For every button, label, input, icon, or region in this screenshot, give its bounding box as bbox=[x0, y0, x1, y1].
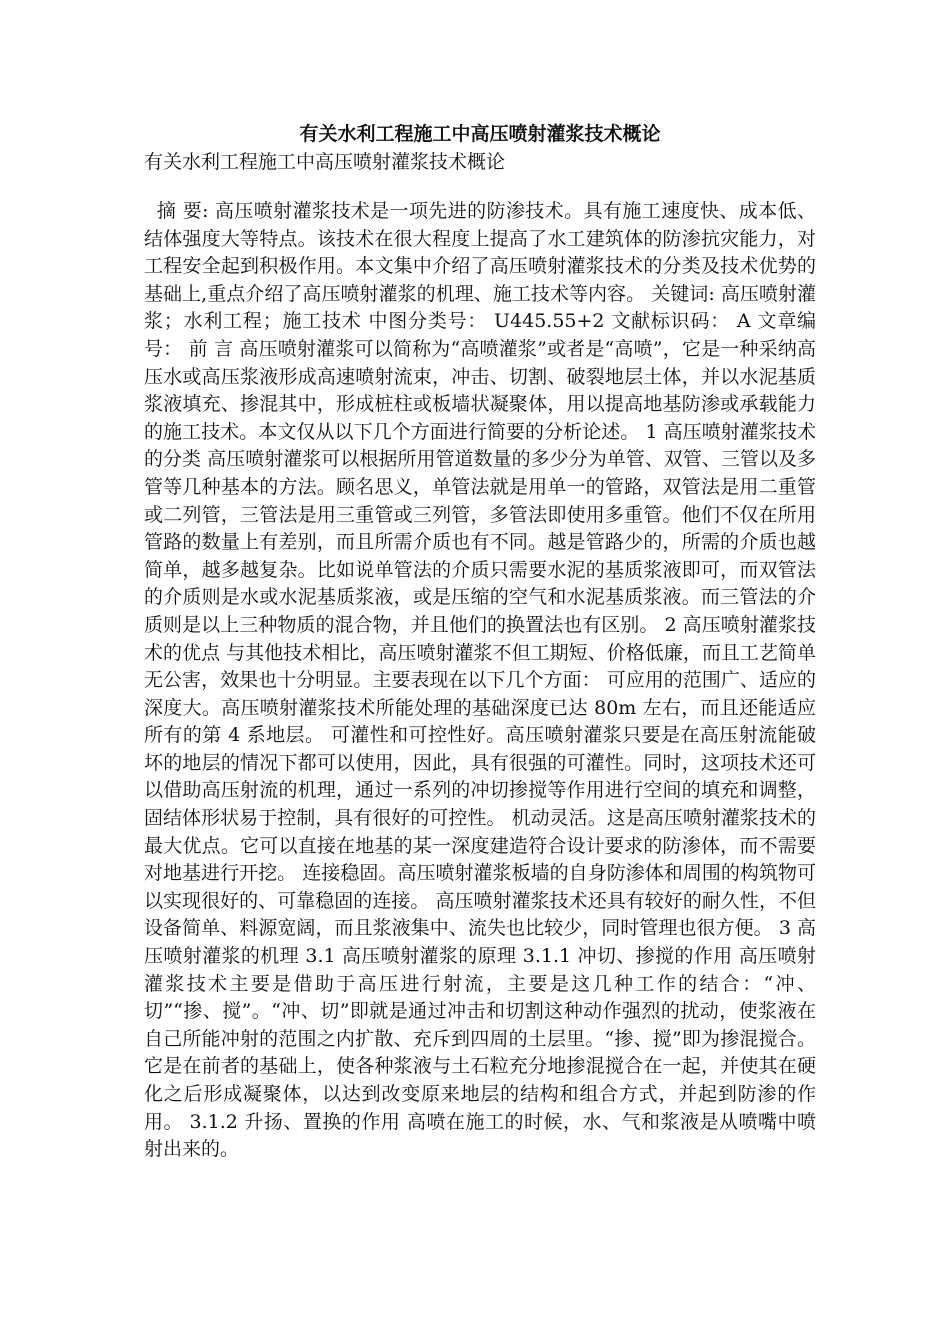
document-body: 摘 要: 高压喷射灌浆技术是一项先进的防渗技术。具有施工速度快、成本低、结体强度大等特点。该技术在很大程度上提高了水工建筑体的防渗抗灾能力，对工程安全起到积极作用。本文集中介绍了高压喷射灌浆技术的分类及技术优势的基础上,重点介绍了高压喷射灌浆的机理、施工技术等内容。 关键词: 高压喷射灌浆；水利工程；施工技术 中图分类号： U445.55+2 文献标识码： A 文章编号： 前 言 高压喷射灌浆可以简称为“高喷灌浆”或者是“高喷”，它是一种采纳高压水或高压浆液形成高速喷射流束，冲击、切割、破裂地层土体，并以水泥基质浆液填充、掺混其中，形成桩柱或板墙状凝聚体，用以提高地基防渗或承载能力的施工技术。本文仅从以下几个方面进行简要的分析论述。 1 高压喷射灌浆技术的分类 高压喷射灌浆可以根据所用管道数量的多少分为单管、双管、三管以及多管等几种基本的方法。顾名思义，单管法就是用单一的管路，双管法是用二重管或二列管，三管法是用三重管或三列管，多管法即使用多重管。他们不仅在所用管路的数量上有差别，而且所需介质也有不同。越是管路少的，所需的介质也越简单，越多越复杂。比如说单管法的介质只需要水泥的基质浆液即可，而双管法的介质则是水或水泥基质浆液，或是压缩的空气和水泥基质浆液。而三管法的介质则是以上三种物质的混合物，并且他们的换置法也有区别。 2 高压喷射灌浆技术的优点 与其他技术相比，高压喷射灌浆不但工期短、价格低廉，而且工艺简单无公害，效果也十分明显。主要表现在以下几个方面： 可应用的范围广、适应的深度大。高压喷射灌浆技术所能处理的基础深度已达 80m 左右，而且还能适应所有的第 4 系地层。 可灌性和可控性好。高压喷射灌浆只要是在高压射流能破坏的地层的情况下都可以使用，因此，具有很强的可灌性。同时，这项技术还可以借助高压射流的机理，通过一系列的冲切掺搅等作用进行空间的填充和调整，固结体形状易于控制，具有很好的可控性。 机动灵活。这是高压喷射灌浆技术的最大优点。它可以直接在地基的某一深度建造符合设计要求的防渗体，而不需要对地基进行开挖。 连接稳固。高压喷射灌浆板墙的自身防渗体和周围的构筑物可以实现很好的、可靠稳固的连接。 高压喷射灌浆技术还具有较好的耐久性，不但设备简单、料源宽阔，而且浆液集中、流失也比较少，同时管理也很方便。 3 高压喷射灌浆的机理 3.1 高压喷射灌浆的原理 3.1.1 冲切、掺搅的作用 高压喷射灌浆技术主要是借助于高压进行射流，主要是这几种工作的结合：“冲、切”“掺、搅”。“冲、切”即就是通过冲击和切割这种动作强烈的扰动，使浆液在自己所能冲射的范围之内扩散、充斥到四周的土层里。“掺、搅”即为掺混搅合。它是在前者的基础上，使各种浆液与土石粒充分地掺混搅合在一起，并使其在硬化之后形成凝聚体，以达到改变原来地层的结构和组合方式，并起到防渗的作用。 3.1.2 升扬、置换的作用 高喷在施工的时候，水、气和浆液是从喷嘴中喷射出来的。 bbox=[144, 200, 816, 1161]
document-page bbox=[144, 120, 816, 1164]
document-subtitle: 有关水利工程施工中高压喷射灌浆技术概论 bbox=[144, 151, 506, 173]
document-title: 有关水利工程施工中高压喷射灌浆技术概论 bbox=[299, 123, 661, 145]
